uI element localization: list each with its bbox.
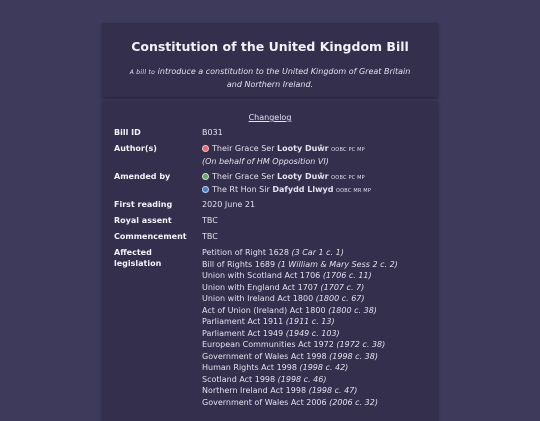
legislation-name: Act of Union (Ireland) Act 1800 bbox=[202, 305, 329, 315]
legislation-item[interactable] bbox=[202, 362, 434, 374]
first-reading-label: First reading bbox=[114, 200, 173, 209]
amender-entry bbox=[202, 171, 434, 184]
legislation-item[interactable] bbox=[202, 259, 434, 271]
amender-name[interactable]: Looty Duŵr bbox=[277, 172, 329, 181]
amended-by-label: Amended by bbox=[114, 172, 171, 181]
legislation-item[interactable] bbox=[202, 316, 434, 328]
legislation-citation: (1972 c. 38) bbox=[336, 340, 386, 349]
first-reading-value: 2020 June 21 bbox=[202, 200, 256, 209]
legislation-citation: (2006 c. 32) bbox=[329, 397, 378, 407]
bill-header bbox=[102, 23, 438, 97]
author-postnominals: OOBC PC MP bbox=[331, 147, 365, 153]
amender-prefix: The Rt Hon Sir bbox=[212, 185, 273, 194]
legislation-item[interactable] bbox=[202, 293, 434, 305]
legislation-name: Union with Scotland Act 1706 bbox=[202, 271, 323, 280]
legislation-name: Union with Ireland Act 1800 bbox=[202, 294, 316, 303]
legislation-item[interactable] bbox=[202, 374, 434, 386]
legislation-citation: (1800 c. 38) bbox=[328, 305, 377, 315]
author-note: (On behalf of HM Opposition VI) bbox=[202, 157, 329, 166]
legislation-name: Scotland Act 1998 bbox=[202, 374, 278, 384]
author-prefix: Their Grace Ser bbox=[212, 144, 278, 153]
legislation-name: Petition of Right 1628 bbox=[202, 248, 292, 257]
legislation-citation: (1800 c. 67) bbox=[315, 294, 365, 303]
bill-infobox bbox=[102, 101, 438, 421]
legislation-name: Northern Ireland Act 1998 bbox=[202, 386, 309, 395]
legislation-citation: (1911 c. 13) bbox=[285, 317, 335, 326]
legislation-item[interactable] bbox=[202, 305, 434, 317]
legislation-item[interactable] bbox=[202, 247, 434, 259]
amender-entry bbox=[202, 184, 434, 197]
legislation-name: Human Rights Act 1998 bbox=[202, 363, 300, 372]
legislation-item[interactable] bbox=[202, 328, 434, 340]
legislation-citation: (1998 c. 47) bbox=[308, 386, 358, 395]
legislation-name: Union with England Act 1707 bbox=[202, 282, 321, 292]
bill-title: Constitution of the United Kingdom Bill bbox=[131, 39, 409, 54]
amender-name[interactable]: Dafydd Llwyd bbox=[272, 185, 334, 194]
party-badge-icon bbox=[202, 186, 209, 193]
changelog-link[interactable]: Changelog bbox=[248, 113, 292, 122]
bill-subtitle bbox=[122, 66, 418, 91]
legislation-name: Government of Wales Act 2006 bbox=[202, 397, 330, 407]
royal-assent-value: TBC bbox=[202, 216, 218, 225]
author-name[interactable]: Looty Duŵr bbox=[277, 144, 329, 153]
amender-prefix: Their Grace Ser bbox=[212, 172, 278, 181]
legislation-item[interactable] bbox=[202, 397, 434, 409]
bill-id-label: Bill ID bbox=[114, 128, 141, 137]
legislation-citation: (1998 c. 46) bbox=[277, 374, 327, 384]
bill-id-value: B031 bbox=[202, 128, 223, 137]
amender-postnominals: OOBC MR MP bbox=[336, 188, 372, 194]
legislation-item[interactable] bbox=[202, 351, 434, 363]
legislation-name: Parliament Act 1911 bbox=[202, 317, 286, 326]
legislation-item[interactable] bbox=[202, 282, 434, 294]
legislation-citation: (1 William & Mary Sess 2 c. 2) bbox=[277, 259, 398, 269]
author-entry bbox=[202, 143, 434, 156]
legislation-name: Government of Wales Act 1998 bbox=[202, 351, 330, 361]
legislation-name: Parliament Act 1949 bbox=[202, 328, 286, 338]
legislation-name: European Communities Act 1972 bbox=[202, 340, 337, 349]
legislation-citation: (1998 c. 42) bbox=[299, 363, 349, 372]
party-badge-icon bbox=[202, 145, 209, 152]
legislation-citation: (1998 c. 38) bbox=[329, 351, 378, 361]
amender-postnominals: OOBC PC MP bbox=[331, 175, 365, 181]
commencement-label: Commencement bbox=[114, 232, 187, 241]
affected-legislation-list bbox=[202, 247, 434, 408]
affected-legislation-label: Affected legislation bbox=[114, 248, 162, 268]
legislation-citation: (3 Car 1 c. 1) bbox=[291, 248, 344, 257]
subtitle-text: introduce a constitution to the United Kingdom of Great Britain and Northern Ireland. bbox=[155, 67, 411, 89]
legislation-citation: (1949 c. 103) bbox=[285, 328, 340, 338]
legislation-citation: (1706 c. 11) bbox=[322, 271, 372, 280]
legislation-item[interactable] bbox=[202, 270, 434, 282]
legislation-item[interactable] bbox=[202, 339, 434, 351]
commencement-value: TBC bbox=[202, 232, 218, 241]
subtitle-prefix: A bill to bbox=[129, 69, 156, 76]
legislation-name: Bill of Rights 1689 bbox=[202, 259, 278, 269]
royal-assent-label: Royal assent bbox=[114, 216, 172, 225]
authors-label: Author(s) bbox=[114, 144, 157, 153]
legislation-item[interactable] bbox=[202, 385, 434, 397]
party-badge-icon bbox=[202, 173, 209, 180]
legislation-citation: (1707 c. 7) bbox=[320, 282, 365, 292]
